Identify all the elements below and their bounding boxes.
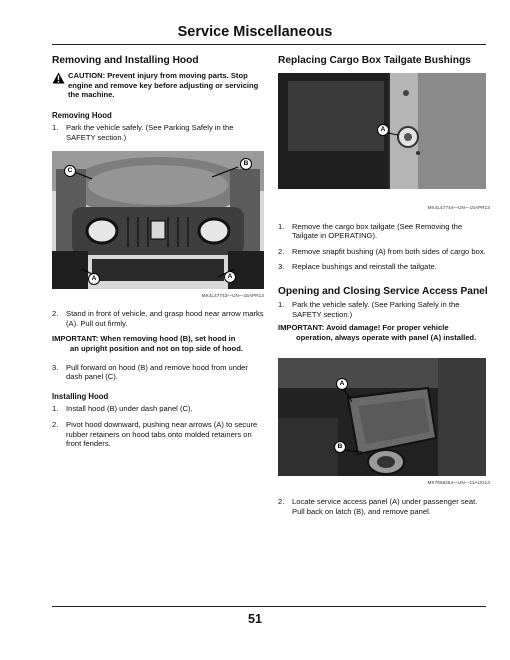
page-title: Service Miscellaneous xyxy=(177,24,333,40)
list-item xyxy=(278,222,490,241)
step-number: 2. xyxy=(52,309,59,319)
warning-triangle-icon xyxy=(52,72,65,100)
step-text: Replace bushings and reinstall the tailgate. xyxy=(292,262,437,272)
list-item xyxy=(52,363,264,382)
step-number: 3. xyxy=(278,262,285,272)
figure-caption: MX4L47743—UN—15APR13 xyxy=(201,292,264,298)
step-text: Pull forward on hood (B) and remove hood from under dash panel (C). xyxy=(66,362,248,382)
removing-step-3 xyxy=(52,363,264,382)
step-text: Locate service access panel (A) under passenger seat. Pull back on latch (B), and remove panel. xyxy=(292,496,478,516)
caution-text: CAUTION: Prevent injury from moving parts. Stop engine and remove key before adjusting or servicing the machine. xyxy=(68,71,259,100)
callout-label: B xyxy=(240,158,252,170)
tailgate-steps xyxy=(278,222,490,272)
callout-label: A xyxy=(336,378,348,390)
list-item xyxy=(52,309,264,328)
step-text: Remove the cargo box tailgate (See Removing the Tailgate in OPERATING). xyxy=(292,221,463,241)
caution-block xyxy=(52,71,264,100)
installing-hood-heading: Installing Hood xyxy=(52,391,109,401)
right-column xyxy=(278,55,490,522)
callout-label: B xyxy=(334,441,346,453)
step-text: Install hood (B) under dash panel (C). xyxy=(66,404,193,414)
callout-label: A xyxy=(88,273,100,285)
step-number: 1. xyxy=(52,404,59,414)
removing-steps xyxy=(52,123,264,142)
list-item xyxy=(278,300,490,319)
callout-label: A xyxy=(377,124,389,136)
list-item xyxy=(52,123,264,142)
step-number: 2. xyxy=(278,246,285,256)
hood-figure xyxy=(52,151,264,289)
important-rest: an upright position and not on top side of hood. xyxy=(70,343,243,353)
panel-step-2 xyxy=(278,497,490,516)
important-rest: operation, always operate with panel (A) installed. xyxy=(296,332,477,342)
step-number: 2. xyxy=(52,419,59,429)
callout-label: C xyxy=(64,165,76,177)
removing-hood-heading: Removing Hood xyxy=(52,110,112,120)
step-text: Remove snapfit bushing (A) from both sides of cargo box. xyxy=(292,246,486,256)
list-item xyxy=(52,420,264,449)
list-item xyxy=(52,404,264,414)
hood-heading: Removing and Installing Hood xyxy=(52,55,199,66)
list-item xyxy=(278,262,490,272)
figure-caption: MX7066254—UN—11AUG13 xyxy=(427,480,490,486)
hood-photo xyxy=(52,151,264,289)
step-text: Stand in front of vehicle, and grasp hood near arrow marks (A). Pull out firmly. xyxy=(66,309,264,328)
step-number: 1. xyxy=(278,299,285,309)
service-panel-heading: Opening and Closing Service Access Panel xyxy=(278,285,488,297)
tailgate-figure xyxy=(278,73,486,189)
service-panel-figure xyxy=(278,358,486,476)
list-item xyxy=(278,497,490,516)
step-text: Park the vehicle safely. (See Parking Safely in the SAFETY section.) xyxy=(292,299,460,319)
figure-caption: MX4L47744—UN—15APR13 xyxy=(427,205,490,210)
callout-label: A xyxy=(224,271,236,283)
important-note xyxy=(52,334,264,353)
step-number: 1. xyxy=(278,221,285,231)
removing-steps-cont xyxy=(52,309,264,328)
step-text: Pivot hood downward, pushing near arrows (A) to secure rubber retainers on hood tabs onto molded retainers on front fenders. xyxy=(66,419,258,449)
step-number: 2. xyxy=(278,496,285,506)
panel-step-1 xyxy=(278,300,490,319)
service-panel-photo xyxy=(278,358,486,476)
important-lead: IMPORTANT: Avoid damage! For proper vehicle xyxy=(278,323,449,333)
step-number: 1. xyxy=(52,123,59,133)
important-lead: IMPORTANT: When removing hood (B), set hood in xyxy=(52,334,236,344)
list-item xyxy=(278,247,490,257)
top-rule xyxy=(52,44,486,45)
important-note xyxy=(278,323,490,342)
tailgate-heading: Replacing Cargo Box Tailgate Bushings xyxy=(278,55,471,66)
step-text: Park the vehicle safely. (See Parking Safely in the SAFETY section.) xyxy=(66,123,234,142)
left-column xyxy=(52,55,264,455)
installing-steps xyxy=(52,404,264,448)
bottom-rule xyxy=(52,606,486,607)
page-number: 51 xyxy=(248,612,262,626)
step-number: 3. xyxy=(52,362,59,372)
